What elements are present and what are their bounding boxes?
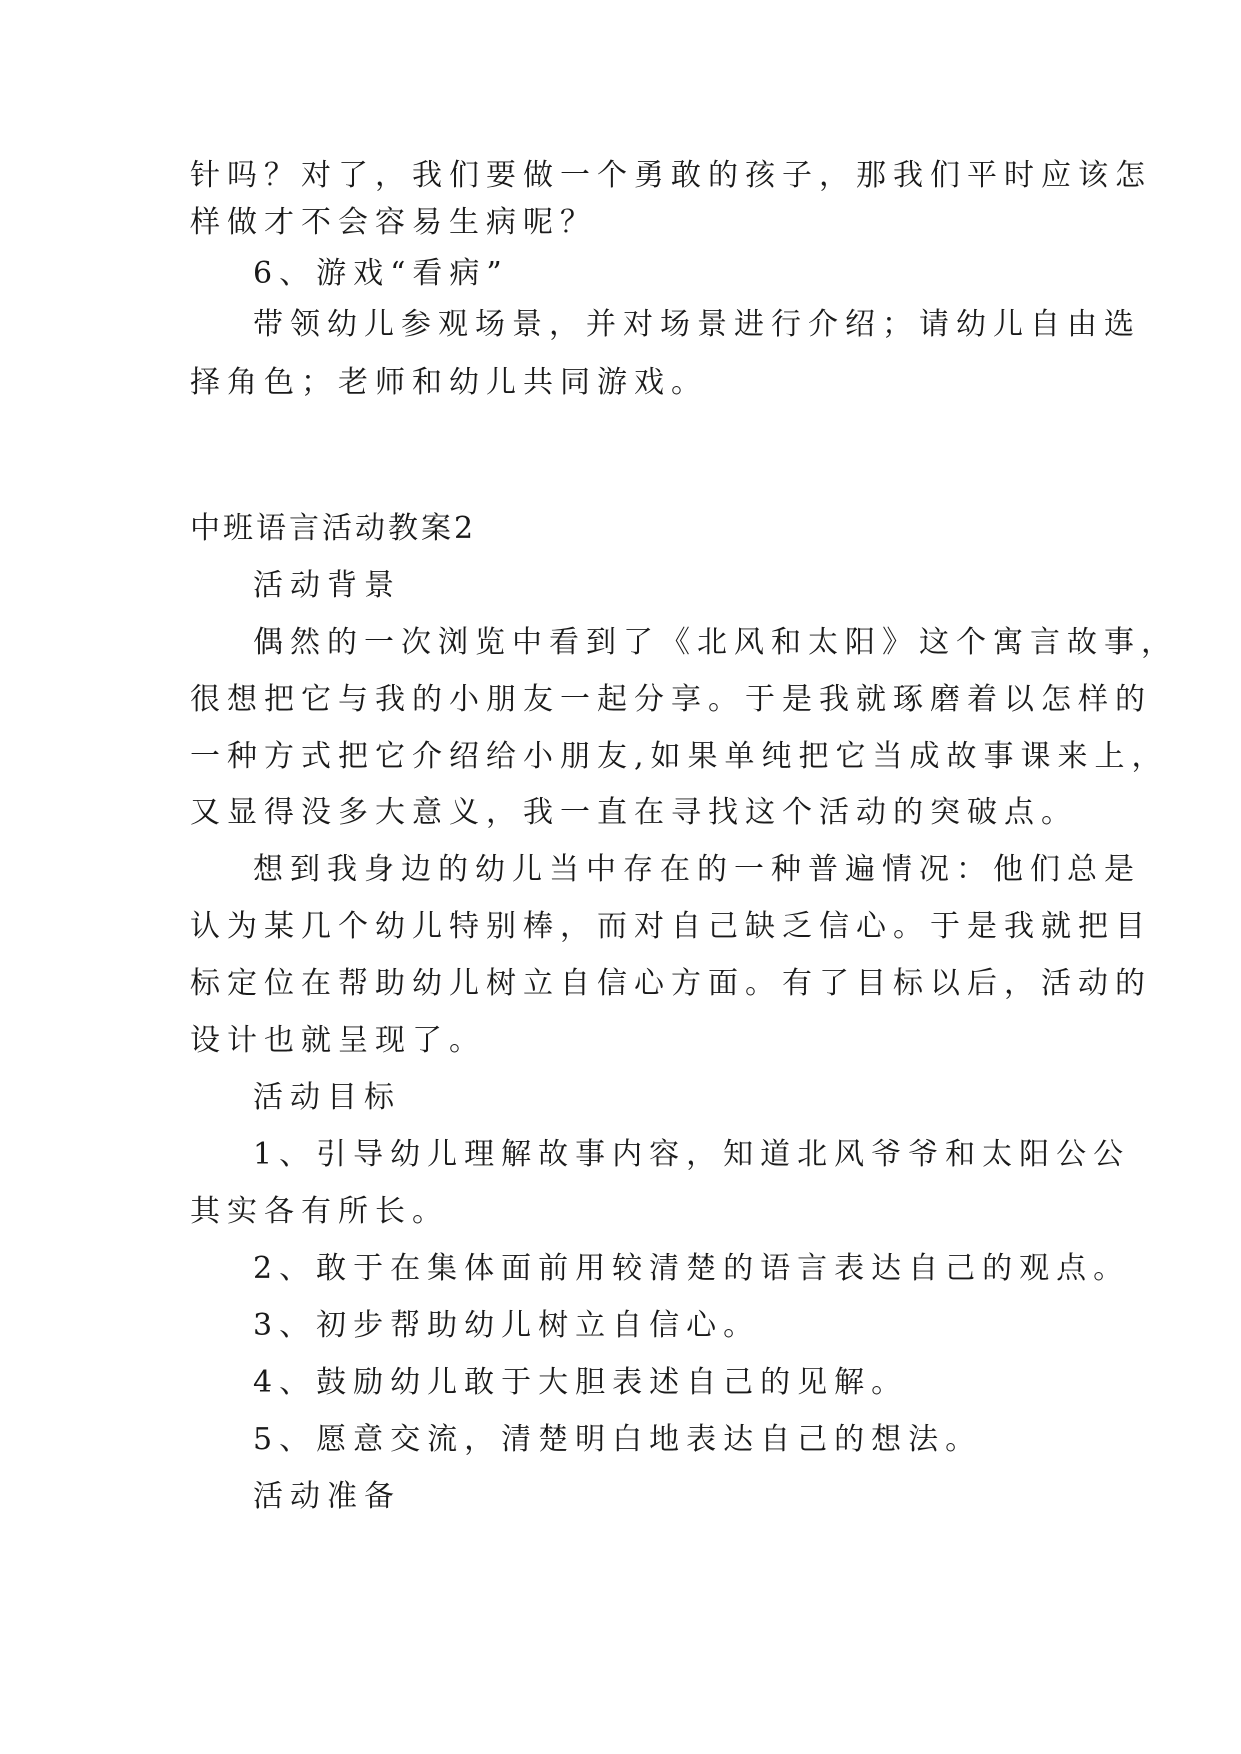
- body-text-line: 又显得没多大意义，我一直在寻找这个活动的突破点。: [190, 795, 1078, 830]
- list-item: 1、引导幼儿理解故事内容，知道北风爷爷和太阳公公: [253, 1137, 1131, 1172]
- section-heading: 6、游戏“看病”: [253, 256, 509, 291]
- body-text-line: 很想把它与我的小朋友一起分享。于是我就琢磨着以怎样的: [190, 682, 1152, 717]
- list-item: 3、初步帮助幼儿树立自信心。: [253, 1308, 761, 1343]
- list-item: 5、愿意交流，清楚明白地表达自己的想法。: [253, 1422, 983, 1457]
- list-item: 4、鼓励幼儿敢于大胆表述自己的见解。: [253, 1365, 909, 1400]
- section-heading: 活动背景: [253, 568, 401, 603]
- body-text-line: 想到我身边的幼儿当中存在的一种普遍情况：他们总是: [253, 852, 1141, 887]
- document-title: 中班语言活动教案2: [190, 511, 477, 546]
- body-text-line: 样做才不会容易生病呢？: [190, 205, 597, 240]
- body-text-line: 标定位在帮助幼儿树立自信心方面。有了目标以后，活动的: [190, 966, 1152, 1001]
- list-item-continuation: 其实各有所长。: [190, 1194, 449, 1229]
- body-text-line: 带领幼儿参观场景，并对场景进行介绍；请幼儿自由选: [253, 307, 1141, 342]
- section-heading: 活动目标: [253, 1080, 401, 1115]
- body-text-line: 一种方式把它介绍给小朋友,如果单纯把它当成故事课来上，: [190, 739, 1169, 774]
- body-text-line: 择角色；老师和幼儿共同游戏。: [190, 365, 708, 400]
- body-text-line: 认为某几个幼儿特别棒，而对自己缺乏信心。于是我就把目: [190, 909, 1152, 944]
- body-text-line: 设计也就呈现了。: [190, 1023, 486, 1058]
- list-item: 2、敢于在集体面前用较清楚的语言表达自己的观点。: [253, 1251, 1131, 1286]
- body-text-line: 偶然的一次浏览中看到了《北风和太阳》这个寓言故事，: [253, 625, 1178, 660]
- body-text-line: 针吗？对了，我们要做一个勇敢的孩子，那我们平时应该怎: [190, 158, 1152, 193]
- section-heading: 活动准备: [253, 1479, 401, 1514]
